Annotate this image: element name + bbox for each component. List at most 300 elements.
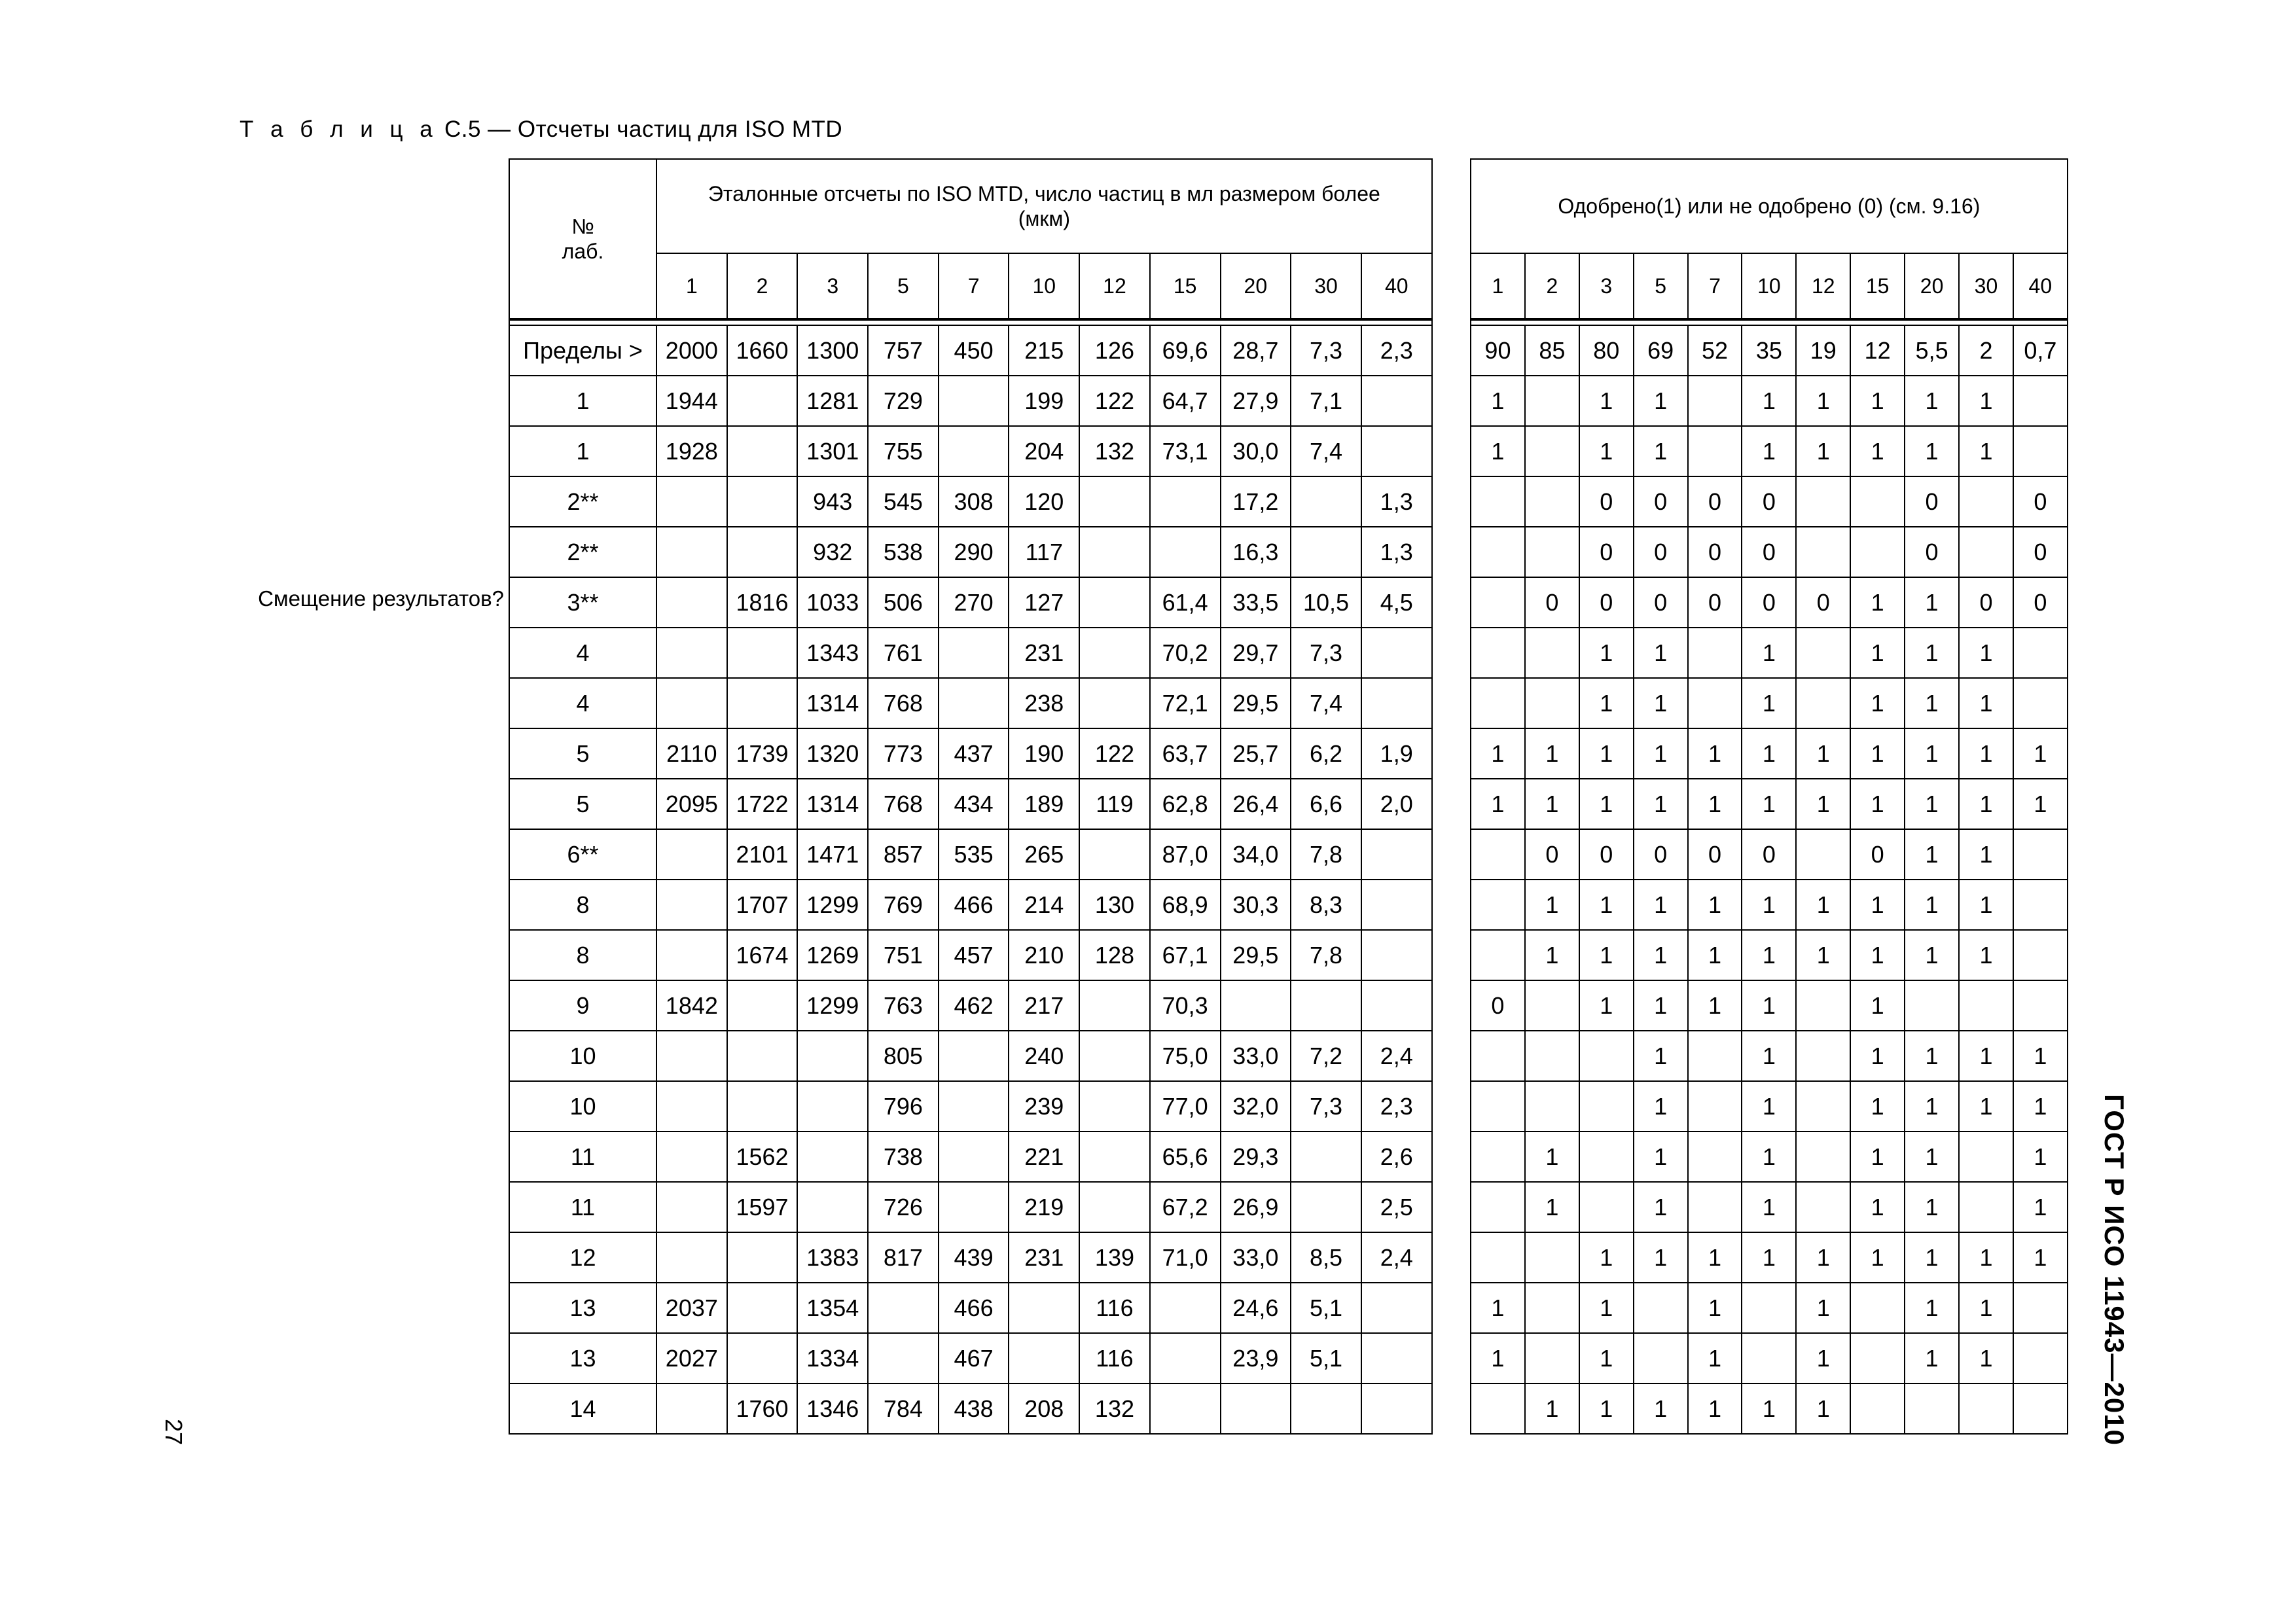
approval-cell bbox=[1525, 476, 1579, 527]
reference-cell: 69,6 bbox=[1150, 325, 1221, 376]
reference-cell bbox=[656, 829, 727, 880]
approval-cell bbox=[1796, 829, 1850, 880]
table-row bbox=[1471, 325, 2068, 376]
reference-cell: 117 bbox=[1009, 527, 1079, 577]
approval-cell: 2 bbox=[1959, 325, 2013, 376]
reference-cell: 1314 bbox=[797, 678, 868, 728]
reference-cell: 729 bbox=[868, 376, 939, 426]
approval-cell: 1 bbox=[1959, 426, 2013, 476]
approval-cell: 1 bbox=[1471, 728, 1525, 779]
reference-cell: 1597 bbox=[727, 1182, 798, 1232]
reference-cell: 7,3 bbox=[1291, 325, 1361, 376]
reference-cell bbox=[656, 476, 727, 527]
reference-cell: 1944 bbox=[656, 376, 727, 426]
reference-cell: 768 bbox=[868, 779, 939, 829]
reference-cell bbox=[656, 1232, 727, 1283]
reference-cell: 738 bbox=[868, 1132, 939, 1182]
table-row bbox=[1471, 628, 2068, 678]
reference-cell bbox=[1291, 1132, 1361, 1182]
approval-cell: 0 bbox=[1579, 829, 1634, 880]
approval-cell: 1 bbox=[1796, 779, 1850, 829]
reference-cell: 1722 bbox=[727, 779, 798, 829]
reference-cell: 199 bbox=[1009, 376, 1079, 426]
approval-cell bbox=[1905, 1383, 1959, 1434]
reference-cell: 545 bbox=[868, 476, 939, 527]
reference-cell bbox=[727, 1333, 798, 1383]
reference-cell bbox=[939, 1182, 1009, 1232]
approval-cell: 1 bbox=[1905, 1333, 1959, 1383]
reference-cell: 67,1 bbox=[1150, 930, 1221, 980]
approval-cell: 1 bbox=[1634, 1031, 1688, 1081]
reference-cell bbox=[939, 1081, 1009, 1132]
approval-cell: 1 bbox=[1742, 779, 1796, 829]
approval-cell: 1 bbox=[1850, 728, 1905, 779]
reference-cell: 2110 bbox=[656, 728, 727, 779]
reference-cell: 65,6 bbox=[1150, 1132, 1221, 1182]
approval-cell bbox=[2013, 829, 2068, 880]
approval-cell: 1 bbox=[2013, 728, 2068, 779]
reference-cell: 8 bbox=[509, 930, 656, 980]
approval-cell: 1 bbox=[1525, 1182, 1579, 1232]
reference-cell bbox=[1150, 1283, 1221, 1333]
reference-cell: 1816 bbox=[727, 577, 798, 628]
reference-cell: 467 bbox=[939, 1333, 1009, 1383]
approval-cell: 1 bbox=[1959, 728, 2013, 779]
approval-cell: 1 bbox=[1959, 1232, 2013, 1283]
approval-cell: 1 bbox=[1634, 678, 1688, 728]
reference-cell: 8,3 bbox=[1291, 880, 1361, 930]
reference-cell: 2,4 bbox=[1361, 1031, 1432, 1081]
reference-cell: 3** bbox=[509, 577, 656, 628]
approval-cell bbox=[1471, 1132, 1525, 1182]
approval-cell: 0 bbox=[1579, 476, 1634, 527]
table-row bbox=[1471, 678, 2068, 728]
reference-size-header: 10 bbox=[1009, 253, 1079, 319]
reference-cell: 14 bbox=[509, 1383, 656, 1434]
approval-cell: 0 bbox=[1634, 577, 1688, 628]
reference-cell: 204 bbox=[1009, 426, 1079, 476]
approval-cell: 1 bbox=[1796, 930, 1850, 980]
reference-cell: 26,9 bbox=[1221, 1182, 1291, 1232]
table-row bbox=[1471, 1182, 2068, 1232]
reference-cell bbox=[727, 980, 798, 1031]
reference-cell: 71,0 bbox=[1150, 1232, 1221, 1283]
reference-cell bbox=[727, 1283, 798, 1333]
approval-cell: 1 bbox=[1634, 880, 1688, 930]
reference-cell: 70,3 bbox=[1150, 980, 1221, 1031]
approval-cell: 1 bbox=[1579, 980, 1634, 1031]
reference-cell bbox=[1079, 980, 1150, 1031]
approval-cell: 1 bbox=[1905, 1283, 1959, 1333]
approval-cell: 1 bbox=[1905, 880, 1959, 930]
reference-cell bbox=[727, 376, 798, 426]
reference-cell: 5,1 bbox=[1291, 1283, 1361, 1333]
table-row bbox=[509, 577, 1432, 628]
reference-cell: 6,6 bbox=[1291, 779, 1361, 829]
reference-cell: 11 bbox=[509, 1182, 656, 1232]
table-row bbox=[1471, 1333, 2068, 1383]
reference-cell bbox=[868, 1283, 939, 1333]
approval-cell: 1 bbox=[2013, 1232, 2068, 1283]
reference-cell: 1033 bbox=[797, 577, 868, 628]
approval-size-header: 20 bbox=[1905, 253, 1959, 319]
table-row bbox=[1471, 1132, 2068, 1182]
reference-cell: 796 bbox=[868, 1081, 939, 1132]
approval-cell: 0 bbox=[2013, 527, 2068, 577]
reference-cell: 29,5 bbox=[1221, 678, 1291, 728]
approval-cell: 0 bbox=[2013, 476, 2068, 527]
approval-cell: 90 bbox=[1471, 325, 1525, 376]
approval-cell: 1 bbox=[1742, 1132, 1796, 1182]
reference-cell: 817 bbox=[868, 1232, 939, 1283]
table-row bbox=[509, 1081, 1432, 1132]
approval-cell: 1 bbox=[1959, 1081, 2013, 1132]
approval-cell: 0 bbox=[1905, 476, 1959, 527]
approval-cell: 1 bbox=[1634, 376, 1688, 426]
table-row bbox=[509, 1031, 1432, 1081]
reference-cell: 1707 bbox=[727, 880, 798, 930]
approval-cell: 1 bbox=[1905, 779, 1959, 829]
reference-cell bbox=[939, 628, 1009, 678]
approval-cell bbox=[1579, 1081, 1634, 1132]
reference-cell: 10 bbox=[509, 1081, 656, 1132]
reference-cell: 805 bbox=[868, 1031, 939, 1081]
reference-cell: 10 bbox=[509, 1031, 656, 1081]
table-row bbox=[509, 325, 1432, 376]
reference-cell bbox=[1079, 577, 1150, 628]
table-row bbox=[1471, 527, 2068, 577]
approval-size-header: 40 bbox=[2013, 253, 2068, 319]
approval-cell: 1 bbox=[2013, 1031, 2068, 1081]
approval-cell bbox=[1471, 1081, 1525, 1132]
approval-cell: 1 bbox=[1796, 1383, 1850, 1434]
approval-cell: 1 bbox=[2013, 1132, 2068, 1182]
reference-cell: 434 bbox=[939, 779, 1009, 829]
approval-cell: 1 bbox=[1905, 1132, 1959, 1182]
approval-cell: 1 bbox=[1905, 1081, 1959, 1132]
approval-cell: 1 bbox=[1850, 930, 1905, 980]
reference-cell: 239 bbox=[1009, 1081, 1079, 1132]
reference-cell: 238 bbox=[1009, 678, 1079, 728]
table-row bbox=[509, 628, 1432, 678]
approval-cell: 1 bbox=[1742, 1232, 1796, 1283]
reference-cell: 139 bbox=[1079, 1232, 1150, 1283]
approval-cell: 1 bbox=[1959, 779, 2013, 829]
reference-cell: 72,1 bbox=[1150, 678, 1221, 728]
approval-cell: 1 bbox=[1850, 1081, 1905, 1132]
reference-cell: 23,9 bbox=[1221, 1333, 1291, 1383]
reference-counts-group-header: Эталонные отсчеты по ISO MTD, число частиц в мл размером более (мкм) bbox=[656, 159, 1432, 253]
reference-cell: 214 bbox=[1009, 880, 1079, 930]
approval-cell: 1 bbox=[1742, 1182, 1796, 1232]
reference-cell: 68,9 bbox=[1150, 880, 1221, 930]
separator-cell bbox=[1471, 319, 2068, 325]
reference-cell bbox=[727, 1081, 798, 1132]
reference-cell bbox=[1361, 1283, 1432, 1333]
table-row bbox=[509, 829, 1432, 880]
reference-cell: 2000 bbox=[656, 325, 727, 376]
reference-cell: 34,0 bbox=[1221, 829, 1291, 880]
reference-size-header: 30 bbox=[1291, 253, 1361, 319]
table-row bbox=[509, 930, 1432, 980]
reference-cell bbox=[939, 678, 1009, 728]
table-row bbox=[1471, 880, 2068, 930]
reference-cell: 1343 bbox=[797, 628, 868, 678]
approval-cell: 1 bbox=[1525, 930, 1579, 980]
reference-cell bbox=[797, 1081, 868, 1132]
reference-size-header: 20 bbox=[1221, 253, 1291, 319]
table-row bbox=[1471, 577, 2068, 628]
approval-cell bbox=[1471, 930, 1525, 980]
approval-cell: 1 bbox=[1634, 426, 1688, 476]
reference-cell: 25,7 bbox=[1221, 728, 1291, 779]
approval-cell: 1 bbox=[1688, 930, 1742, 980]
approval-cell: 0 bbox=[1796, 577, 1850, 628]
reference-size-header: 12 bbox=[1079, 253, 1150, 319]
approval-cell: 1 bbox=[1850, 577, 1905, 628]
approval-cell bbox=[1471, 527, 1525, 577]
reference-cell bbox=[1221, 980, 1291, 1031]
approval-table bbox=[1470, 158, 2068, 1435]
reference-cell bbox=[1361, 1383, 1432, 1434]
approval-cell: 1 bbox=[1742, 628, 1796, 678]
reference-cell: 122 bbox=[1079, 376, 1150, 426]
table-row bbox=[1471, 728, 2068, 779]
reference-cell: 9 bbox=[509, 980, 656, 1031]
approval-cell: 1 bbox=[2013, 779, 2068, 829]
approval-cell bbox=[1471, 678, 1525, 728]
approval-cell: 1 bbox=[1796, 1232, 1850, 1283]
reference-cell: 466 bbox=[939, 880, 1009, 930]
reference-cell: 7,2 bbox=[1291, 1031, 1361, 1081]
reference-cell: 210 bbox=[1009, 930, 1079, 980]
approval-cell bbox=[1471, 880, 1525, 930]
reference-cell: 265 bbox=[1009, 829, 1079, 880]
approval-size-header: 3 bbox=[1579, 253, 1634, 319]
approval-cell bbox=[2013, 1383, 2068, 1434]
reference-cell: 1383 bbox=[797, 1232, 868, 1283]
approval-cell: 1 bbox=[1742, 980, 1796, 1031]
reference-cell: 1320 bbox=[797, 728, 868, 779]
approval-cell bbox=[1471, 577, 1525, 628]
approval-cell: 0,7 bbox=[2013, 325, 2068, 376]
approval-cell bbox=[2013, 426, 2068, 476]
approval-cell bbox=[2013, 376, 2068, 426]
reference-cell: 5 bbox=[509, 779, 656, 829]
reference-cell: 28,7 bbox=[1221, 325, 1291, 376]
approval-cell bbox=[1579, 1031, 1634, 1081]
reference-cell bbox=[1291, 527, 1361, 577]
approval-cell bbox=[2013, 930, 2068, 980]
reference-cell: 4,5 bbox=[1361, 577, 1432, 628]
approval-cell: 0 bbox=[1634, 527, 1688, 577]
reference-cell bbox=[656, 930, 727, 980]
approval-cell bbox=[1471, 476, 1525, 527]
approval-cell: 1 bbox=[1579, 728, 1634, 779]
reference-cell: 2,3 bbox=[1361, 1081, 1432, 1132]
reference-cell: 189 bbox=[1009, 779, 1079, 829]
reference-cell: 538 bbox=[868, 527, 939, 577]
approval-cell bbox=[1796, 1081, 1850, 1132]
reference-cell bbox=[1361, 980, 1432, 1031]
approval-cell bbox=[1525, 426, 1579, 476]
reference-cell bbox=[797, 1132, 868, 1182]
approval-cell: 1 bbox=[1634, 1383, 1688, 1434]
approval-cell bbox=[1525, 1081, 1579, 1132]
reference-cell: 857 bbox=[868, 829, 939, 880]
approval-cell: 1 bbox=[1742, 1383, 1796, 1434]
approval-cell: 1 bbox=[1688, 779, 1742, 829]
approval-cell: 1 bbox=[1905, 628, 1959, 678]
approval-cell: 1 bbox=[1905, 728, 1959, 779]
reference-cell: 132 bbox=[1079, 426, 1150, 476]
reference-cell: 1346 bbox=[797, 1383, 868, 1434]
approval-cell bbox=[1688, 628, 1742, 678]
reference-cell bbox=[1079, 1182, 1150, 1232]
reference-cell: 221 bbox=[1009, 1132, 1079, 1182]
approval-cell: 1 bbox=[1959, 1031, 2013, 1081]
reference-cell: 32,0 bbox=[1221, 1081, 1291, 1132]
approval-cell: 1 bbox=[1905, 829, 1959, 880]
reference-cell bbox=[656, 527, 727, 577]
approval-cell: 0 bbox=[1688, 577, 1742, 628]
approval-cell: 1 bbox=[1796, 728, 1850, 779]
table-row bbox=[1471, 1232, 2068, 1283]
approval-cell: 1 bbox=[1850, 779, 1905, 829]
reference-cell: 2027 bbox=[656, 1333, 727, 1383]
reference-cell: 1300 bbox=[797, 325, 868, 376]
reference-cell: 116 bbox=[1079, 1333, 1150, 1383]
separator-cell bbox=[509, 319, 1432, 325]
reference-cell: 8 bbox=[509, 880, 656, 930]
reference-cell bbox=[656, 577, 727, 628]
reference-cell bbox=[656, 1383, 727, 1434]
reference-cell bbox=[727, 628, 798, 678]
side-annotation: Смещение результатов? bbox=[258, 586, 504, 611]
approval-cell: 1 bbox=[1471, 376, 1525, 426]
approval-cell bbox=[1471, 829, 1525, 880]
reference-cell: 506 bbox=[868, 577, 939, 628]
reference-cell: 27,9 bbox=[1221, 376, 1291, 426]
reference-cell: 10,5 bbox=[1291, 577, 1361, 628]
reference-cell: 7,4 bbox=[1291, 678, 1361, 728]
approval-cell bbox=[1688, 1132, 1742, 1182]
approval-cell bbox=[1471, 1383, 1525, 1434]
approval-cell bbox=[1850, 1383, 1905, 1434]
approval-cell bbox=[1796, 1182, 1850, 1232]
reference-cell: 231 bbox=[1009, 628, 1079, 678]
table-row bbox=[1471, 1031, 2068, 1081]
approval-cell: 1 bbox=[1525, 880, 1579, 930]
approval-cell: 1 bbox=[1634, 1182, 1688, 1232]
reference-cell: 2,0 bbox=[1361, 779, 1432, 829]
table-row bbox=[1471, 476, 2068, 527]
table-row bbox=[509, 1232, 1432, 1283]
approval-cell: 1 bbox=[1850, 426, 1905, 476]
approval-cell: 1 bbox=[1742, 880, 1796, 930]
approval-cell: 12 bbox=[1850, 325, 1905, 376]
approval-cell: 0 bbox=[1688, 527, 1742, 577]
reference-cell bbox=[1079, 678, 1150, 728]
approval-cell: 1 bbox=[1634, 728, 1688, 779]
approval-cell bbox=[1796, 1132, 1850, 1182]
approval-cell: 1 bbox=[1579, 376, 1634, 426]
approval-cell: 1 bbox=[1688, 1333, 1742, 1383]
approval-cell: 1 bbox=[1850, 678, 1905, 728]
reference-cell: 1299 bbox=[797, 980, 868, 1031]
approval-cell: 0 bbox=[1905, 527, 1959, 577]
approval-cell: 1 bbox=[1471, 1333, 1525, 1383]
approval-group-header: Одобрено(1) или не одобрено (0) (см. 9.16) bbox=[1471, 159, 2068, 253]
reference-cell: 130 bbox=[1079, 880, 1150, 930]
reference-cell: 7,3 bbox=[1291, 1081, 1361, 1132]
reference-cell: Пределы > bbox=[509, 325, 656, 376]
reference-cell bbox=[1361, 880, 1432, 930]
reference-cell bbox=[939, 376, 1009, 426]
reference-cell bbox=[656, 1132, 727, 1182]
reference-cell: 2095 bbox=[656, 779, 727, 829]
approval-cell: 1 bbox=[1905, 577, 1959, 628]
approval-cell: 1 bbox=[1905, 1182, 1959, 1232]
reference-cell: 439 bbox=[939, 1232, 1009, 1283]
reference-size-header: 1 bbox=[656, 253, 727, 319]
approval-cell: 1 bbox=[1579, 1333, 1634, 1383]
approval-cell: 5,5 bbox=[1905, 325, 1959, 376]
approval-cell: 80 bbox=[1579, 325, 1634, 376]
reference-cell: 30,0 bbox=[1221, 426, 1291, 476]
reference-cell: 457 bbox=[939, 930, 1009, 980]
approval-cell: 1 bbox=[1742, 678, 1796, 728]
approval-cell: 1 bbox=[1525, 1132, 1579, 1182]
approval-cell: 0 bbox=[1959, 577, 2013, 628]
reference-cell: 768 bbox=[868, 678, 939, 728]
reference-cell bbox=[1291, 1383, 1361, 1434]
approval-cell: 1 bbox=[2013, 1081, 2068, 1132]
approval-cell: 0 bbox=[1579, 527, 1634, 577]
approval-cell bbox=[1959, 1182, 2013, 1232]
reference-cell bbox=[1009, 1333, 1079, 1383]
approval-cell bbox=[1688, 1031, 1742, 1081]
document-id: ГОСТ Р ИСО 11943—2010 bbox=[2099, 1094, 2130, 1446]
reference-size-header: 15 bbox=[1150, 253, 1221, 319]
reference-cell bbox=[1361, 930, 1432, 980]
reference-cell: 1 bbox=[509, 426, 656, 476]
table-row bbox=[509, 980, 1432, 1031]
approval-cell: 1 bbox=[1471, 1283, 1525, 1333]
reference-cell: 2,3 bbox=[1361, 325, 1432, 376]
approval-cell bbox=[1525, 678, 1579, 728]
reference-cell bbox=[939, 426, 1009, 476]
approval-cell: 1 bbox=[1850, 1031, 1905, 1081]
reference-cell: 61,4 bbox=[1150, 577, 1221, 628]
reference-cell: 17,2 bbox=[1221, 476, 1291, 527]
approval-cell: 1 bbox=[1525, 1383, 1579, 1434]
reference-cell: 240 bbox=[1009, 1031, 1079, 1081]
reference-cell: 943 bbox=[797, 476, 868, 527]
reference-cell: 7,3 bbox=[1291, 628, 1361, 678]
reference-cell bbox=[727, 1031, 798, 1081]
approval-cell bbox=[1634, 1283, 1688, 1333]
approval-cell: 85 bbox=[1525, 325, 1579, 376]
reference-cell: 437 bbox=[939, 728, 1009, 779]
table-row bbox=[509, 1383, 1432, 1434]
reference-cell: 5,1 bbox=[1291, 1333, 1361, 1383]
approval-cell: 1 bbox=[1688, 1383, 1742, 1434]
reference-cell: 7,4 bbox=[1291, 426, 1361, 476]
reference-cell bbox=[727, 1232, 798, 1283]
reference-cell: 62,8 bbox=[1150, 779, 1221, 829]
reference-cell: 120 bbox=[1009, 476, 1079, 527]
